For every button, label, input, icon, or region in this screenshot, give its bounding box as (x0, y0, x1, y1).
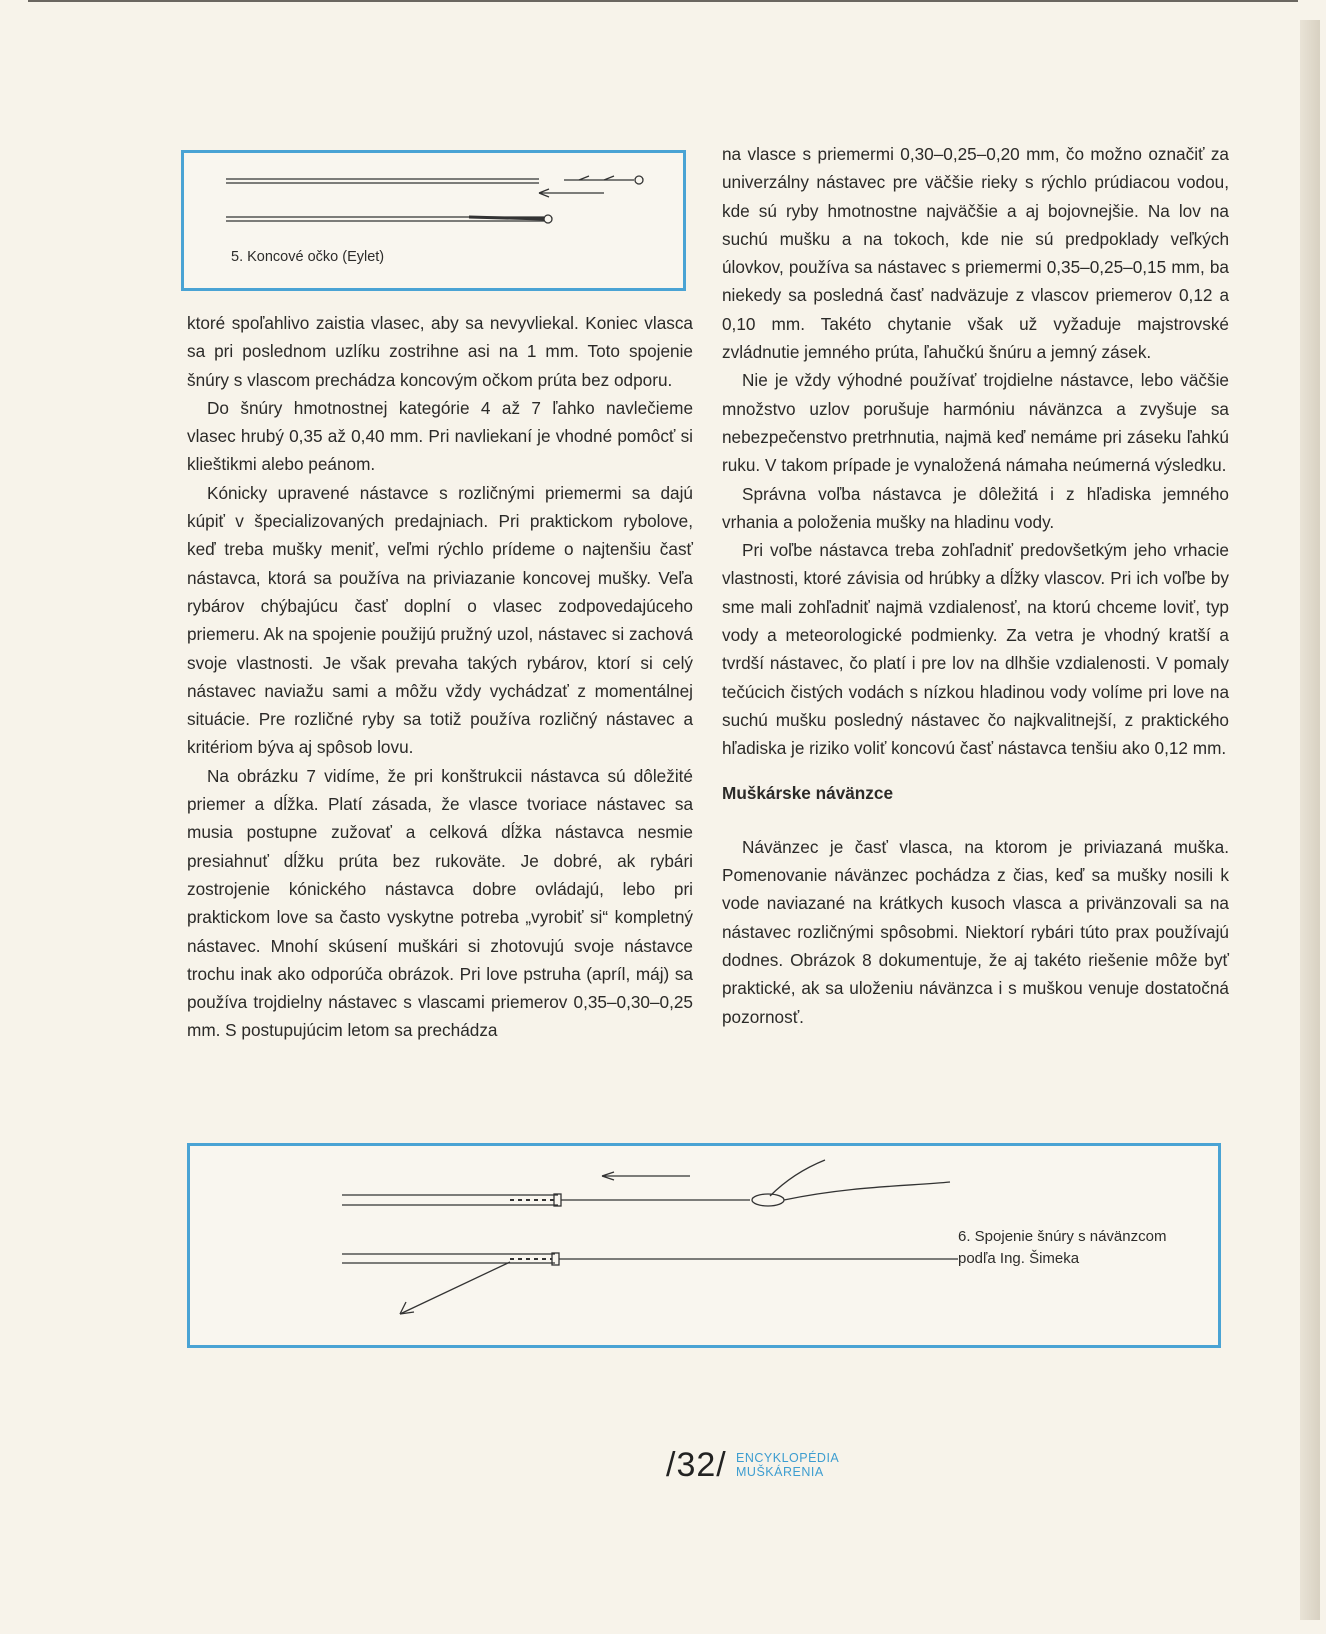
paragraph: Do šnúry hmotnostnej kategórie 4 až 7 ľahko navlečieme vlasec hrubý 0,35 až 0,40 mm. Pri navliekaní je vhodné pomôcť si klieštikmi alebo peánom. (187, 397, 693, 475)
book-brand (736, 1451, 839, 1479)
paragraph: Kónicky upravené nástavce s rozličnými priemermi sa dajú kúpiť v špecializovaných predajniach. Pri praktickom rybolove, keď treba mušky meniť, veľmi rýchlo prídeme o najtenšiu časť nástavca, ktorá sa používa na priviazanie koncovej mušky. Veľa rybárov chýbajúcu časť doplní o vlasec zodpovedajúceho priemeru. Ak na spojenie použijú pružný uzol, nástavec si zachová svoje vlastnosti. Je však prevaha takých rybárov, ktorí si celý nástavec naviažu sami a môžu vždy vychádzať z momentálnej situácie. Pre rozličné ryby sa totiž používa rozličný nástavec a kritériom býva aj spôsob lovu. (187, 482, 693, 758)
paragraph: Pri voľbe nástavca treba zohľadniť predovšetkým jeho vrhacie vlastnosti, ktoré závisia od hrúbky a dĺžky vlascov. Pri ich voľbe by sme mali zohľadniť najmä vzdialenosť, na ktorú chceme loviť, typ vody a meteorologické podmienky. Za vetra je vhodný kratší a tvrdší nástavec, čo platí i pre lov na dlhšie vzdialenosti. V pomaly tečúcich čistých vodách s nízkou hladinou vody volíme pri love na suchú mušku posledný nástavec čo najkvalitnejší, z praktického hľadiska je riziko voliť koncovú časť nástavca tenšiu ako 0,12 mm. (722, 540, 1229, 759)
figure-6-caption-line: podľa Ing. Šimeka (958, 1250, 1080, 1267)
figure-6-caption-line: 6. Spojenie šnúry s návänzcom (958, 1228, 1167, 1245)
figure-5-drawing (184, 153, 689, 294)
paragraph: ktoré spoľahlivo zaistia vlasec, aby sa nevyvliekal. Koniec vlasca sa pri poslednom uzlíku zostrihne asi na 1 mm. Toto spojenie šnúry s vlascom prechádza koncovým očkom prúta bez odporu. (187, 313, 693, 390)
figure-5-eyelet (181, 150, 686, 291)
figure-6-caption (958, 1226, 1166, 1270)
figure-6-line-to-tippet (187, 1143, 1221, 1348)
brand-line: ENCYKLOPÉDIA (736, 1451, 840, 1465)
page-number: /32/ (666, 1446, 727, 1484)
paragraph: Správna voľba nástavca je dôležitá i z hľadiska jemného vrhania a položenia mušky na hladinu vody. (722, 483, 1229, 532)
left-column (187, 309, 693, 1045)
page-top-rule (28, 0, 1298, 2)
section-heading: Muškárske návänzce (722, 782, 894, 803)
paragraph: na vlasce s priemermi 0,30–0,25–0,20 mm, čo možno označiť za univerzálny nástavec pre väčšie rieky s rýchlo prúdiacou vodou, kde sú ryby hmotnostne najväčšie a aj bojovnejšie. Na lov na suchú mušku a na tokoch, kde nie sú predpoklady veľkých úlovkov, používa sa nástavec s priemermi 0,35–0,25–0,15 mm, ba niekedy sa posledná časť nadväzuje z vlascov priemerov 0,12 a 0,10 mm. Takéto chytanie však už vyžaduje majstrovské zvládnutie jemného prúta, ľahučkú šnúru a jemný zásek. (722, 144, 1229, 363)
brand-line: MUŠKÁRENIA (736, 1465, 824, 1479)
paragraph: Návänzec je časť vlasca, na ktorom je priviazaná muška. Pomenovanie návänzec pochádza z čias, keď sa mušky nosili k vode naviazané na krátkych kusoch vlasca a privänzovali sa na nástavec rozličnými spôsobmi. Niektorí rybári túto prax používajú dodnes. Obrázok 8 dokumentuje, že aj takéto riešenie môže byť praktické, ak sa uloženiu návänzca i s muškou venuje dostatočná pozornosť. (722, 836, 1229, 1027)
page-edge-shadow (1300, 20, 1320, 1620)
figure-5-caption: 5. Koncové očko (Eylet) (231, 249, 385, 265)
right-column (722, 140, 1229, 1031)
paragraph: Na obrázku 7 vidíme, že pri konštrukcii nástavca sú dôležité priemer a dĺžka. Platí zásada, že vlasce tvoriace nástavec sa musia postupne zužovať a celková dĺžka nástavca nesmie presiahnuť dĺžku prúta bez rukoväte. Je dobré, ak rybári zostrojenie kónického nástavca dobre ovládajú, lebo pri praktickom love sa často vyskytne potreba „vyrobiť si“ kompletný nástavec. Mnohí skúsení muškári si zhotovujú svoje nástavce trochu inak ako odporúča obrázok. Pri love pstruha (apríl, máj) sa používa trojdielny nástavec s vlascami priemerov 0,35–0,30–0,25 mm. S postupujúcim letom sa prechádza (187, 765, 693, 1041)
paragraph: Nie je vždy výhodné používať trojdielne nástavce, lebo väčšie množstvo uzlov porušuje harmóniu návänzca a zvyšuje sa nebezpečenstvo pretrhnutia, najmä keď nemáme pri záseku ľahkú ruku. V takom prípade je vynaložená námaha neúmerná výsledku. (722, 370, 1229, 476)
